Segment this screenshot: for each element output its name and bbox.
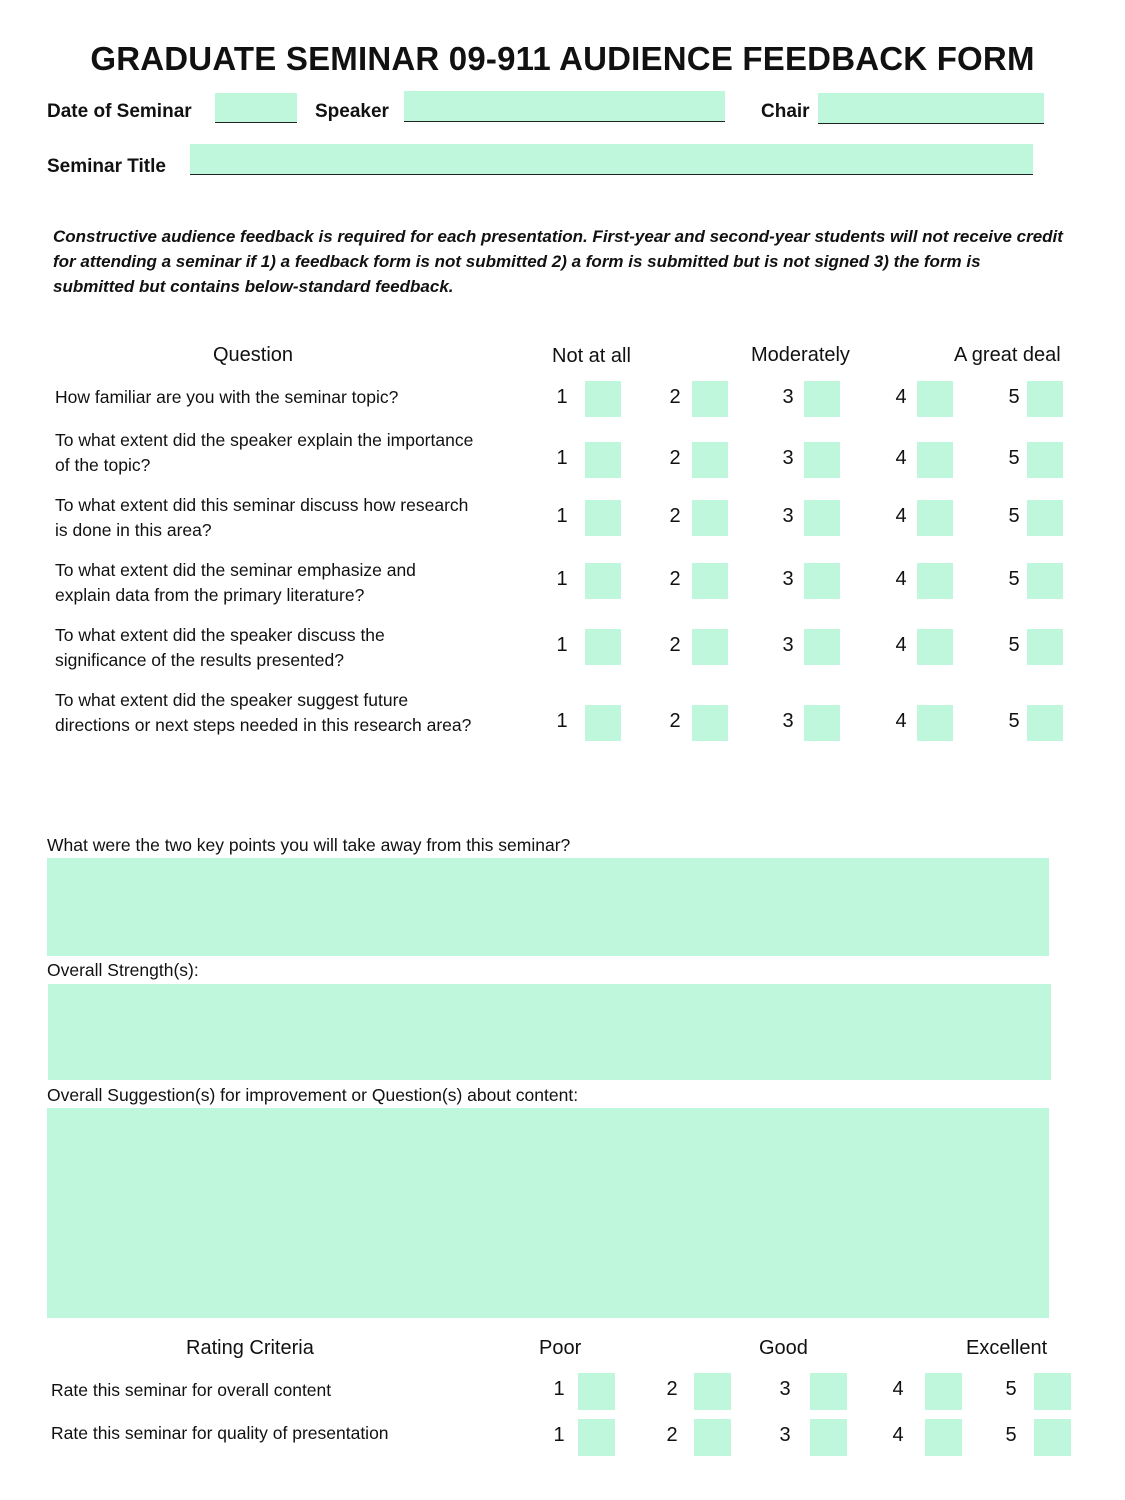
rating-box-q2-1[interactable]: [585, 442, 621, 478]
rating-box-c2-3[interactable]: [810, 1419, 847, 1456]
rating-box-q2-2[interactable]: [692, 442, 728, 478]
rating-box-q4-4[interactable]: [917, 563, 953, 599]
scale-number: 4: [895, 710, 907, 732]
rating-low-label: Poor: [539, 1337, 582, 1359]
rating-box-q2-4[interactable]: [917, 442, 953, 478]
scale-number: 4: [895, 634, 907, 656]
scale-number: 1: [556, 447, 568, 469]
scale-number: 2: [669, 634, 681, 656]
rating-box-q2-5[interactable]: [1027, 442, 1063, 478]
rating-box-c1-2[interactable]: [694, 1373, 731, 1410]
scale-number: 4: [895, 505, 907, 527]
scale-number: 2: [669, 568, 681, 590]
rating-box-q6-4[interactable]: [917, 705, 953, 741]
rating-box-q6-3[interactable]: [804, 705, 840, 741]
rating-number: 2: [666, 1424, 678, 1446]
rating-number: 5: [1005, 1424, 1017, 1446]
rating-box-q5-3[interactable]: [804, 629, 840, 665]
scale-number: 5: [1008, 710, 1020, 732]
rating-mid-label: Good: [759, 1337, 808, 1359]
question-text: To what extent did the speaker explain the importance of the topic?: [55, 430, 474, 475]
scale-number: 1: [556, 386, 568, 408]
scale-high-label: A great deal: [954, 344, 1061, 366]
instructions: Constructive audience feedback is required for each presentation. First-year and second-year students will not receive credit for attending a seminar if 1) a feedback form is not submitted 2) a form is submitted but is not signed 3) the form is submitted but contains below-standard feedback.: [53, 227, 1063, 296]
date-label: Date of Seminar: [47, 101, 192, 122]
scale-number: 3: [782, 568, 794, 590]
seminar-title-label: Seminar Title: [47, 156, 166, 177]
rating-box-c1-4[interactable]: [925, 1373, 962, 1410]
scale-number: 4: [895, 568, 907, 590]
rating-box-c2-1[interactable]: [578, 1419, 615, 1456]
rating-box-q5-1[interactable]: [585, 629, 621, 665]
strengths-prompt: Overall Strength(s):: [47, 960, 199, 980]
seminar-title-field[interactable]: [190, 144, 1033, 175]
question-text: To what extent did the seminar emphasize and explain data from the primary literature?: [55, 560, 416, 605]
rating-box-q3-5[interactable]: [1027, 500, 1063, 536]
rating-number: 4: [892, 1424, 904, 1446]
question-text: To what extent did the speaker discuss the significance of the results presented?: [55, 625, 385, 670]
rating-box-q6-2[interactable]: [692, 705, 728, 741]
scale-number: 2: [669, 710, 681, 732]
scale-number: 5: [1008, 505, 1020, 527]
rating-box-q5-5[interactable]: [1027, 629, 1063, 665]
rating-box-c1-1[interactable]: [578, 1373, 615, 1410]
rating-number: 4: [892, 1378, 904, 1400]
rating-high-label: Excellent: [966, 1337, 1048, 1359]
suggestions-field[interactable]: [47, 1108, 1049, 1318]
rating-box-q1-1[interactable]: [585, 381, 621, 417]
scale-number: 1: [556, 568, 568, 590]
rating-number: 5: [1005, 1378, 1017, 1400]
rating-box-q4-3[interactable]: [804, 563, 840, 599]
rating-box-q4-1[interactable]: [585, 563, 621, 599]
rating-number: 2: [666, 1378, 678, 1400]
rating-box-q4-2[interactable]: [692, 563, 728, 599]
scale-mid-label: Moderately: [751, 344, 850, 366]
rating-box-q1-2[interactable]: [692, 381, 728, 417]
rating-box-q5-4[interactable]: [917, 629, 953, 665]
rating-box-q6-5[interactable]: [1027, 705, 1063, 741]
rating-box-q5-2[interactable]: [692, 629, 728, 665]
scale-number: 3: [782, 505, 794, 527]
scale-low-label: Not at all: [552, 345, 631, 367]
rating-box-q1-3[interactable]: [804, 381, 840, 417]
rating-box-q1-5[interactable]: [1027, 381, 1063, 417]
rating-box-q3-1[interactable]: [585, 500, 621, 536]
question-text: To what extent did this seminar discuss how research is done in this area?: [55, 495, 469, 540]
scale-number: 2: [669, 447, 681, 469]
rating-box-q3-4[interactable]: [917, 500, 953, 536]
rating-number: 3: [779, 1378, 791, 1400]
scale-number: 3: [782, 386, 794, 408]
criteria-text: Rate this seminar for quality of presentation: [51, 1423, 389, 1443]
rating-number: 3: [779, 1424, 791, 1446]
scale-number: 5: [1008, 447, 1020, 469]
chair-field[interactable]: [818, 93, 1044, 124]
question-text: How familiar are you with the seminar topic?: [55, 387, 399, 407]
speaker-label: Speaker: [315, 101, 389, 122]
rating-number: 1: [553, 1378, 565, 1400]
rating-box-q1-4[interactable]: [917, 381, 953, 417]
scale-number: 1: [556, 710, 568, 732]
rating-box-c1-3[interactable]: [810, 1373, 847, 1410]
rating-box-c2-4[interactable]: [925, 1419, 962, 1456]
date-field[interactable]: [215, 93, 297, 123]
key-points-field[interactable]: [47, 858, 1049, 956]
criteria-text: Rate this seminar for overall content: [51, 1380, 332, 1400]
scale-number: 3: [782, 447, 794, 469]
scale-number: 5: [1008, 568, 1020, 590]
scale-number: 4: [895, 386, 907, 408]
rating-box-q6-1[interactable]: [585, 705, 621, 741]
form-title: GRADUATE SEMINAR 09-911 AUDIENCE FEEDBACK FORM: [90, 40, 1035, 77]
scale-number: 3: [782, 634, 794, 656]
rating-box-q2-3[interactable]: [804, 442, 840, 478]
rating-box-c2-5[interactable]: [1034, 1419, 1071, 1456]
rating-number: 1: [553, 1424, 565, 1446]
scale-number: 3: [782, 710, 794, 732]
rating-box-c2-2[interactable]: [694, 1419, 731, 1456]
scale-number: 1: [556, 505, 568, 527]
rating-box-q3-3[interactable]: [804, 500, 840, 536]
speaker-field[interactable]: [404, 91, 725, 122]
chair-label: Chair: [761, 101, 810, 122]
strengths-field[interactable]: [48, 984, 1051, 1080]
scale-number: 5: [1008, 386, 1020, 408]
criteria-header: Rating Criteria: [186, 1337, 314, 1359]
rating-box-q4-5[interactable]: [1027, 563, 1063, 599]
scale-number: 2: [669, 505, 681, 527]
key-points-prompt: What were the two key points you will take away from this seminar?: [47, 835, 571, 855]
suggestions-prompt: Overall Suggestion(s) for improvement or Question(s) about content:: [47, 1085, 579, 1105]
scale-number: 5: [1008, 634, 1020, 656]
scale-number: 4: [895, 447, 907, 469]
rating-box-c1-5[interactable]: [1034, 1373, 1071, 1410]
scale-number: 2: [669, 386, 681, 408]
scale-number: 1: [556, 634, 568, 656]
question-text: To what extent did the speaker suggest future directions or next steps needed in this research area?: [55, 690, 472, 735]
question-header: Question: [213, 344, 294, 366]
rating-box-q3-2[interactable]: [692, 500, 728, 536]
